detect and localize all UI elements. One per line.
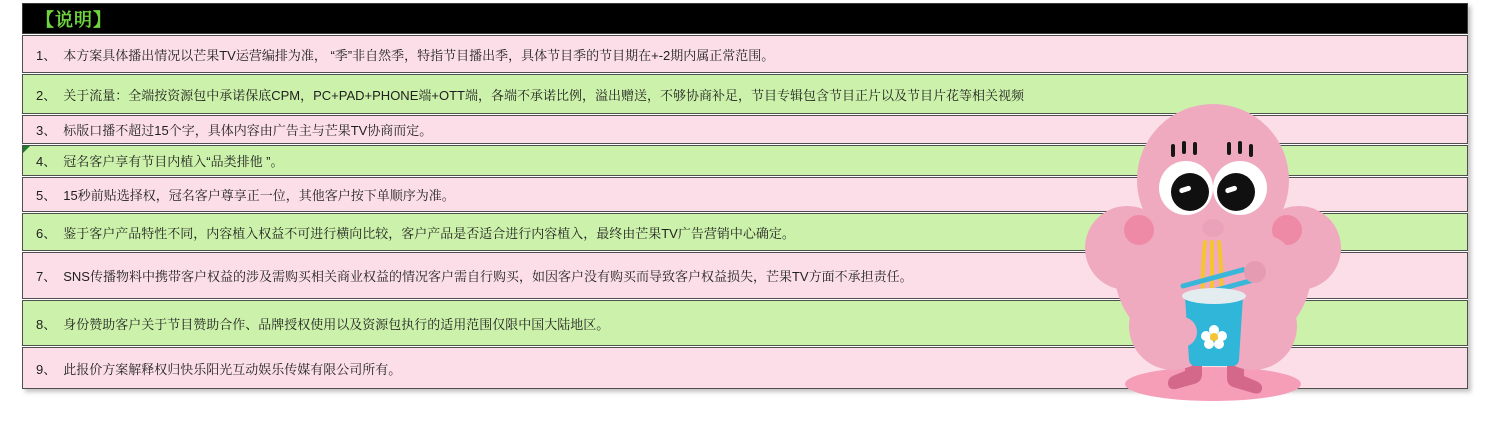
note-number: 4、 (36, 154, 57, 169)
note-number: 6、 (36, 225, 57, 241)
note-row-9 (22, 347, 1468, 389)
note-row-1 (22, 35, 1468, 73)
note-number: 1、 (36, 47, 57, 63)
note-number: 3、 (36, 123, 57, 138)
page-title: 【说明】 (36, 9, 112, 30)
note-text: SNS传播物料中携带客户权益的涉及需购买相关商业权益的情况客户需自行购买，如因客户没有购买而导致客户权益损失，芒果TV方面不承担责任。 (63, 269, 913, 284)
note-text: 冠名客户享有节目内植入“品类排他 ”。 (63, 154, 284, 169)
note-text: 身份赞助客户关于节目赞助合作、品牌授权使用以及资源包执行的适用范围仅限中国大陆地区。 (63, 316, 610, 332)
notes-table-header (22, 3, 1468, 34)
cell-flag-icon (23, 146, 30, 153)
note-number: 8、 (36, 316, 57, 332)
note-number: 7、 (36, 269, 57, 284)
note-text: 本方案具体播出情况以芒果TV运营编排为准， “季”非自然季，特指节目播出季，具体节目季的节目期在+-2期内属正常范围。 (63, 47, 775, 63)
note-row-5 (22, 177, 1468, 212)
note-text: 标版口播不超过15个字，具体内容由广告主与芒果TV协商而定。 (63, 123, 433, 138)
note-row-7 (22, 252, 1468, 299)
notes-table (22, 3, 1468, 389)
note-text: 关于流量：全端按资源包中承诺保底CPM，PC+PAD+PHONE端+OTT端，各端不承诺比例，溢出赠送，不够协商补足，节目专辑包含节目正片以及节目片花等相关视频 (63, 87, 1024, 103)
note-number: 2、 (36, 87, 57, 103)
note-number: 9、 (36, 361, 57, 377)
note-row-8 (22, 300, 1468, 346)
note-row-6 (22, 213, 1468, 251)
note-row-3 (22, 115, 1468, 144)
note-row-4 (22, 145, 1468, 176)
note-text: 鉴于客户产品特性不同，内容植入权益不可进行横向比较，客户产品是否适合进行内容植入，最终由芒果TV广告营销中心确定。 (63, 225, 795, 241)
note-row-2 (22, 74, 1468, 114)
note-text: 15秒前贴选择权，冠名客户尊享正一位，其他客户按下单顺序为准。 (63, 188, 455, 203)
note-number: 5、 (36, 188, 57, 203)
note-text: 此报价方案解释权归快乐阳光互动娱乐传媒有限公司所有。 (63, 361, 402, 377)
